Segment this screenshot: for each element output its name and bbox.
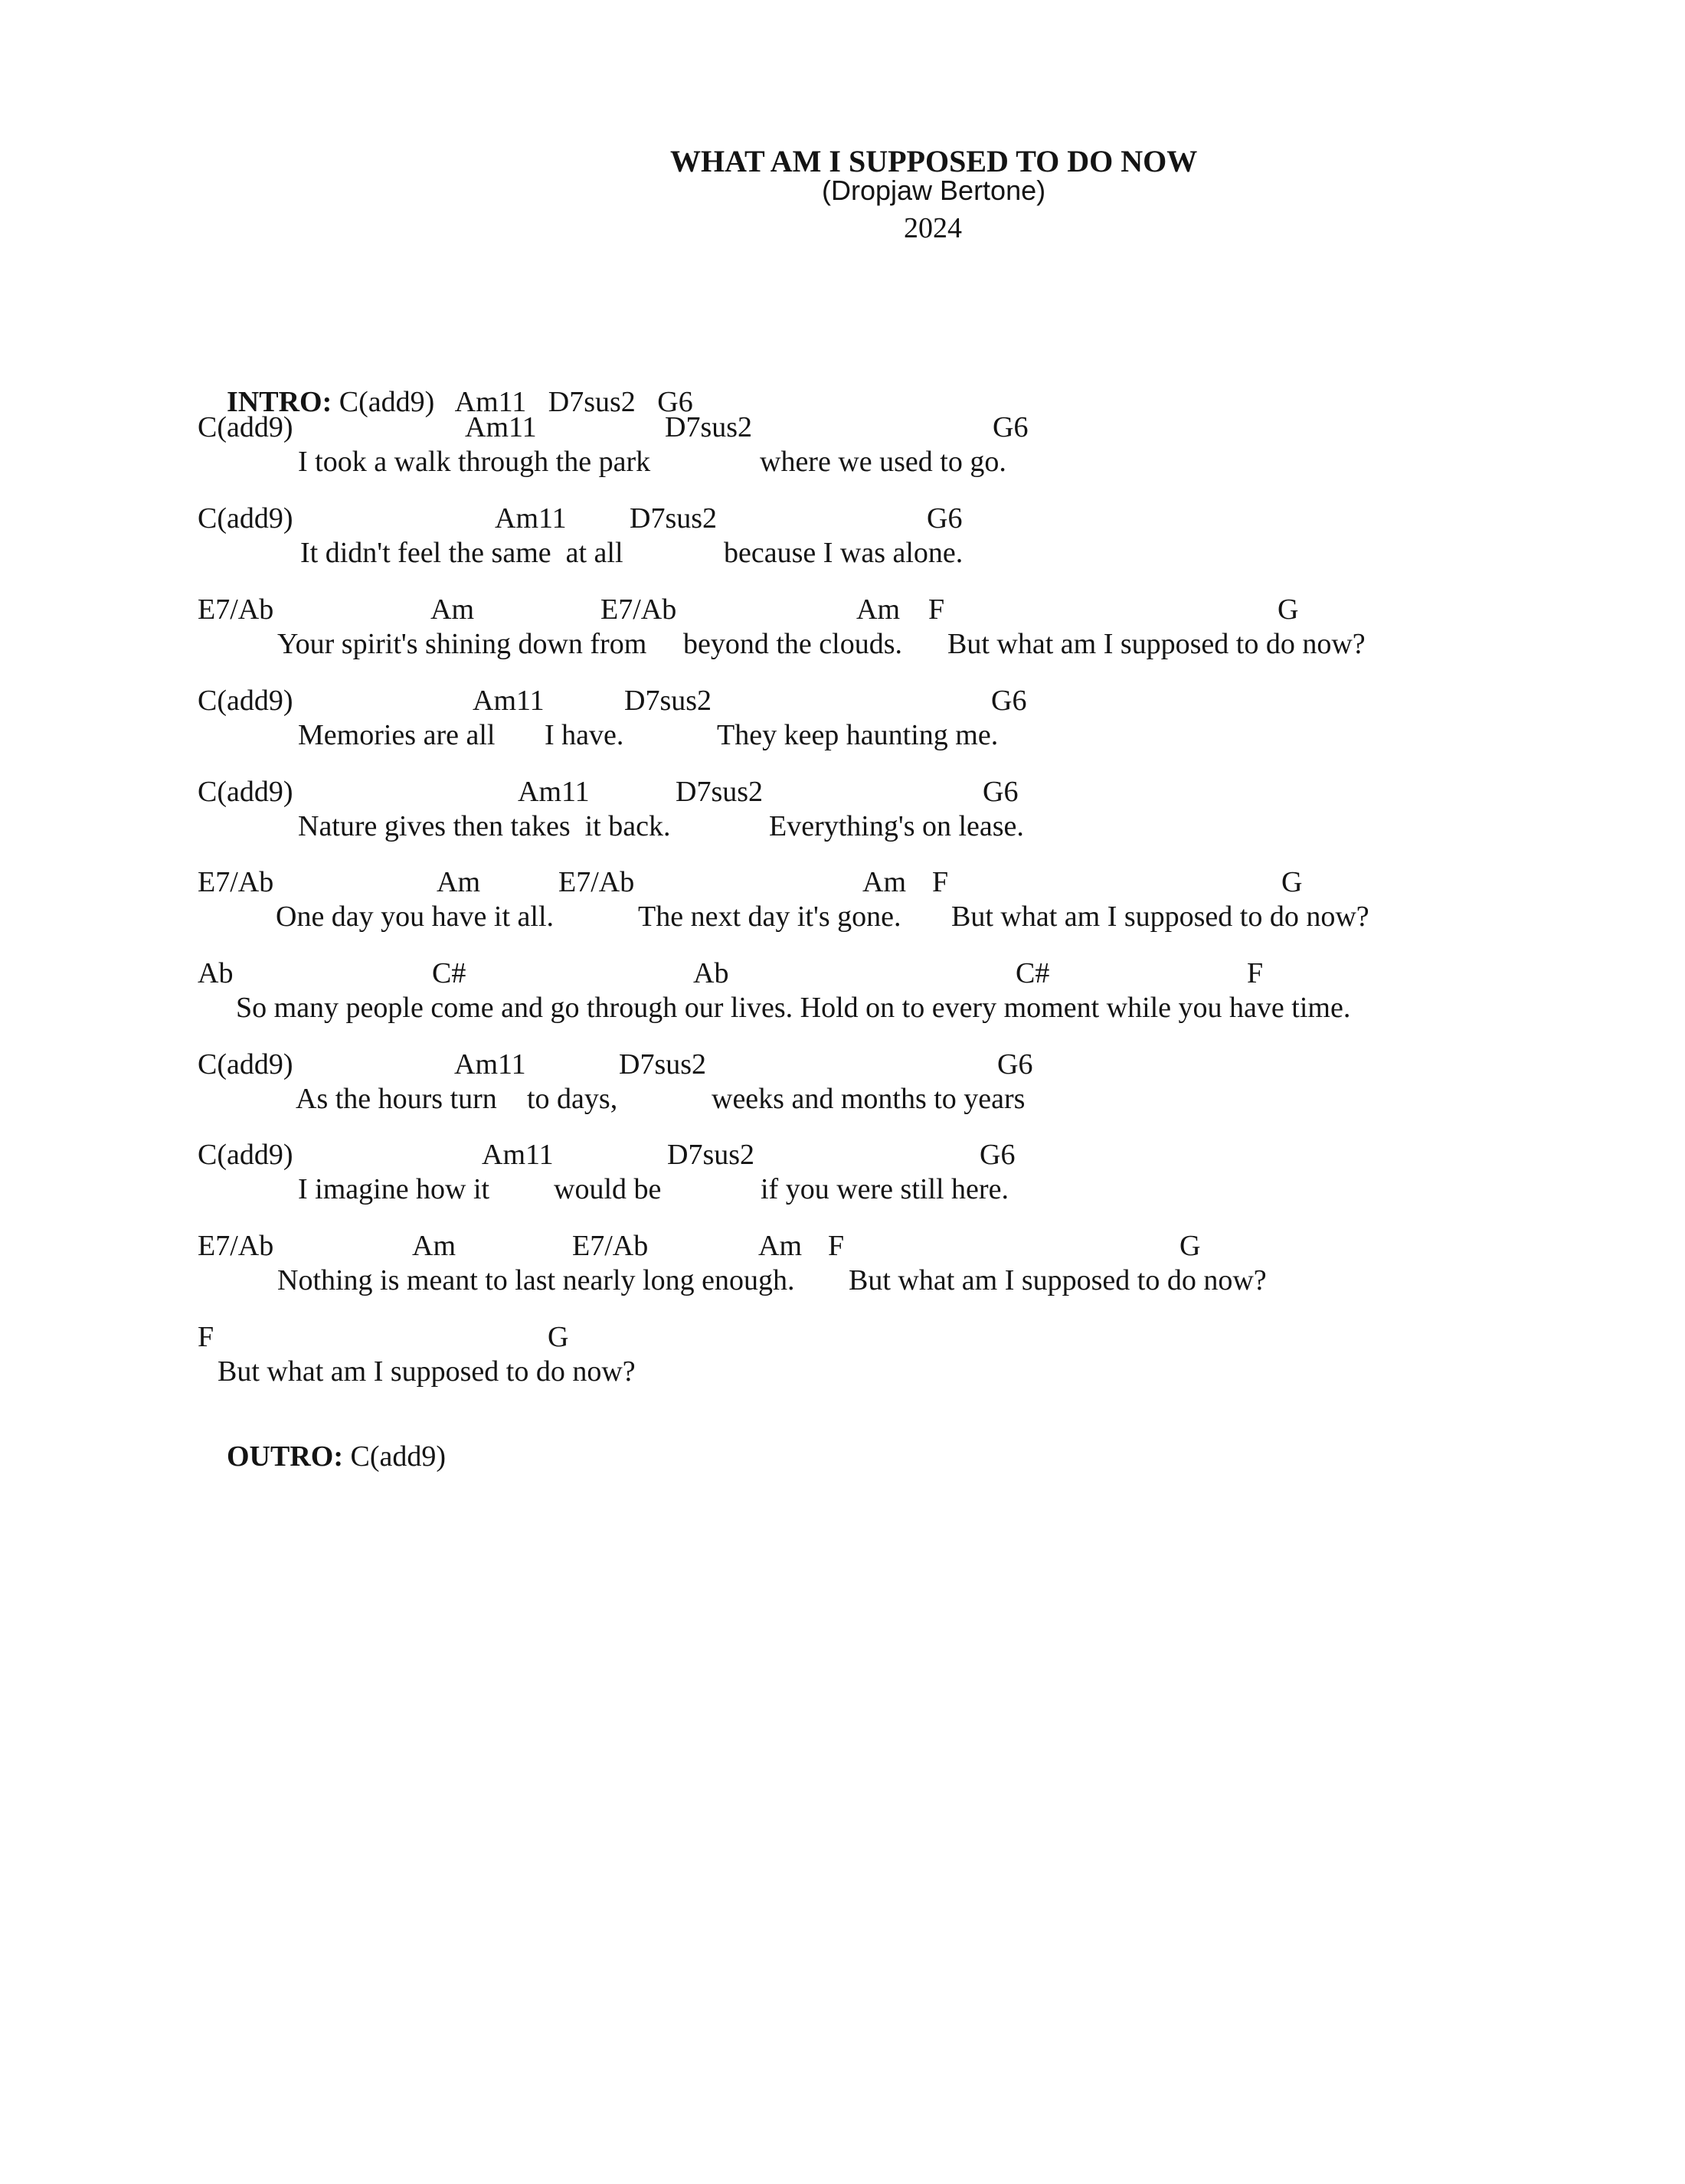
chord: C(add9) (198, 776, 293, 808)
chord: Am11 (473, 685, 545, 717)
lyric: Memories are all (298, 719, 496, 751)
lyric: As the hours turn (296, 1083, 497, 1115)
lyric: But what am I supposed to do now? (849, 1264, 1267, 1296)
intro-chords: C(add9) Am11 D7sus2 G6 (339, 386, 693, 418)
chord: D7sus2 (667, 1139, 755, 1171)
chord: D7sus2 (676, 776, 764, 808)
chord: D7sus2 (624, 685, 712, 717)
chord: E7/Ab (198, 593, 274, 626)
chord: Am (862, 866, 906, 898)
chord: Am (856, 593, 900, 626)
chord: G (1180, 1230, 1201, 1262)
lyric: So many people come and go through our lives. Hold on to every moment while you have time. (236, 992, 1351, 1024)
chord: F (928, 593, 945, 626)
chord: C# (1016, 957, 1050, 989)
chord: E7/Ab (198, 866, 274, 898)
chord: F (828, 1230, 845, 1262)
lyric: The next day it's gone. (638, 901, 901, 933)
chord: D7sus2 (630, 502, 718, 535)
chord: C(add9) (198, 502, 293, 535)
chord: Am11 (454, 1048, 526, 1081)
lyric: But what am I supposed to do now? (218, 1355, 636, 1388)
lyric: would be (554, 1173, 662, 1205)
lyric: They keep haunting me. (717, 719, 999, 751)
chord: F (932, 866, 949, 898)
song-title: WHAT AM I SUPPOSED TO DO NOW (670, 144, 1198, 178)
chord: F (198, 1321, 214, 1353)
chord: Ab (693, 957, 729, 989)
chord: Am (437, 866, 480, 898)
lyric: because I was alone. (724, 537, 964, 569)
chord: Ab (198, 957, 234, 989)
lyric: weeks and months to years (712, 1083, 1026, 1115)
lyric: Everything's on lease. (769, 810, 1024, 842)
chord: Am (412, 1230, 456, 1262)
chord: Am (430, 593, 474, 626)
chord: C(add9) (198, 411, 293, 443)
chord: G6 (983, 776, 1019, 808)
chord: G6 (991, 685, 1027, 717)
chord: E7/Ab (558, 866, 635, 898)
lyric: beyond the clouds. (683, 628, 903, 660)
chord: D7sus2 (665, 411, 753, 443)
chord: C(add9) (198, 1048, 293, 1081)
chord: E7/Ab (600, 593, 677, 626)
outro-chords: C(add9) (350, 1440, 447, 1473)
lyric: But what am I supposed to do now? (951, 901, 1369, 933)
chord: C# (432, 957, 466, 989)
chord: Am11 (465, 411, 537, 443)
chord: G (1278, 593, 1299, 626)
lyric: Your spirit's shining down from (277, 628, 647, 660)
outro-line (198, 1413, 446, 1500)
lyric: to days, (527, 1083, 618, 1115)
chord: E7/Ab (198, 1230, 274, 1262)
chord: G (1281, 866, 1303, 898)
song-year: 2024 (904, 212, 962, 244)
lyric: if you were still here. (761, 1173, 1009, 1205)
chord: G6 (993, 411, 1029, 443)
chord: G6 (927, 502, 963, 535)
lyric: One day you have it all. (276, 901, 555, 933)
lyric: where we used to go. (760, 446, 1006, 478)
chord: G6 (997, 1048, 1033, 1081)
chord: Am11 (518, 776, 590, 808)
lyric: But what am I supposed to do now? (947, 628, 1366, 660)
outro-label: OUTRO: (227, 1440, 343, 1473)
chord: G (548, 1321, 569, 1353)
chord: Am11 (495, 502, 567, 535)
chord: G6 (980, 1139, 1016, 1171)
chord: Am11 (482, 1139, 554, 1171)
chord: C(add9) (198, 1139, 293, 1171)
lyric: I imagine how it (298, 1173, 490, 1205)
lyric: Nothing is meant to last nearly long enough. (277, 1264, 795, 1296)
chord: C(add9) (198, 685, 293, 717)
chord: D7sus2 (619, 1048, 707, 1081)
lyric: I have. (545, 719, 624, 751)
chord: F (1247, 957, 1264, 989)
song-artist: (Dropjaw Bertone) (822, 175, 1046, 206)
intro-label: INTRO: (227, 386, 332, 418)
chord: Am (758, 1230, 802, 1262)
lyric: I took a walk through the park (298, 446, 651, 478)
chord: E7/Ab (572, 1230, 649, 1262)
lyric: It didn't feel the same at all (300, 537, 623, 569)
lyric: Nature gives then takes it back. (298, 810, 671, 842)
